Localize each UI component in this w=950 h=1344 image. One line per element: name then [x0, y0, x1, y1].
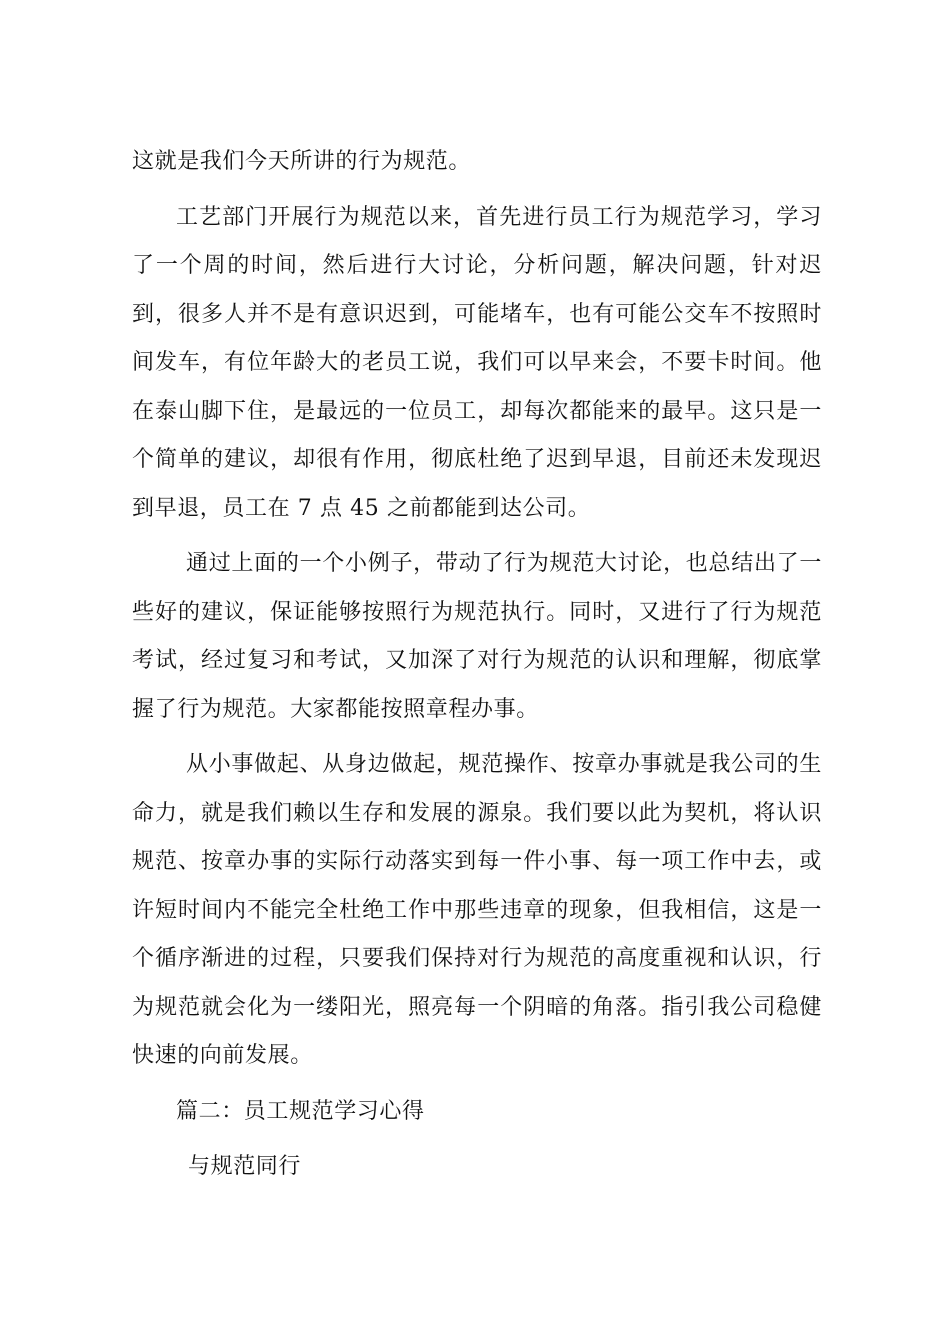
paragraph-start-small: 从小事做起、从身边做起，规范操作、按章办事就是我公司的生命力，就是我们赖以生存和发展的源泉。我们要以此为契机，将认识规范、按章办事的实际行动落实到每一件小事、每一项工作中去，或许短时间内不能完全杜绝工作中那些违章的现象，但我相信，这是一个循序渐进的过程，只要我们保持对行为规范的高度重视和认识，行为规范就会化为一缕阳光，照亮每一个阴暗的角落。指引我公司稳健快速的向前发展。 [132, 752, 822, 1068]
section-heading: 篇二：员工规范学习心得 [176, 1098, 425, 1124]
paragraph-continuation: 这就是我们今天所讲的行为规范。 [132, 149, 472, 174]
document-body [132, 138, 822, 1192]
article-title: 与规范同行 [188, 1154, 302, 1179]
paragraph-discussion-exam: 通过上面的一个小例子，带动了行为规范大讨论，也总结出了一些好的建议，保证能够按照行为规范执行。同时，又进行了行为规范考试，经过复习和考试，又加深了对行为规范的认识和理解，彻底掌握了行为规范。大家都能按照章程办事。 [132, 551, 822, 722]
paragraph-behavior-study: 工艺部门开展行为规范以来，首先进行员工行为规范学习，学习了一个周的时间，然后进行大讨论，分析问题，解决问题，针对迟到，很多人并不是有意识迟到，可能堵车，也有可能公交车不按照时间发车，有位年龄大的老员工说，我们可以早来会，不要卡时间。他在泰山脚下住，是最远的一位员工，却每次都能来的最早。这只是一个简单的建议，却很有作用，彻底杜绝了迟到早退，目前还未发现迟到早退，员工在 7 点 45 之前都能到达公司。 [132, 204, 822, 521]
